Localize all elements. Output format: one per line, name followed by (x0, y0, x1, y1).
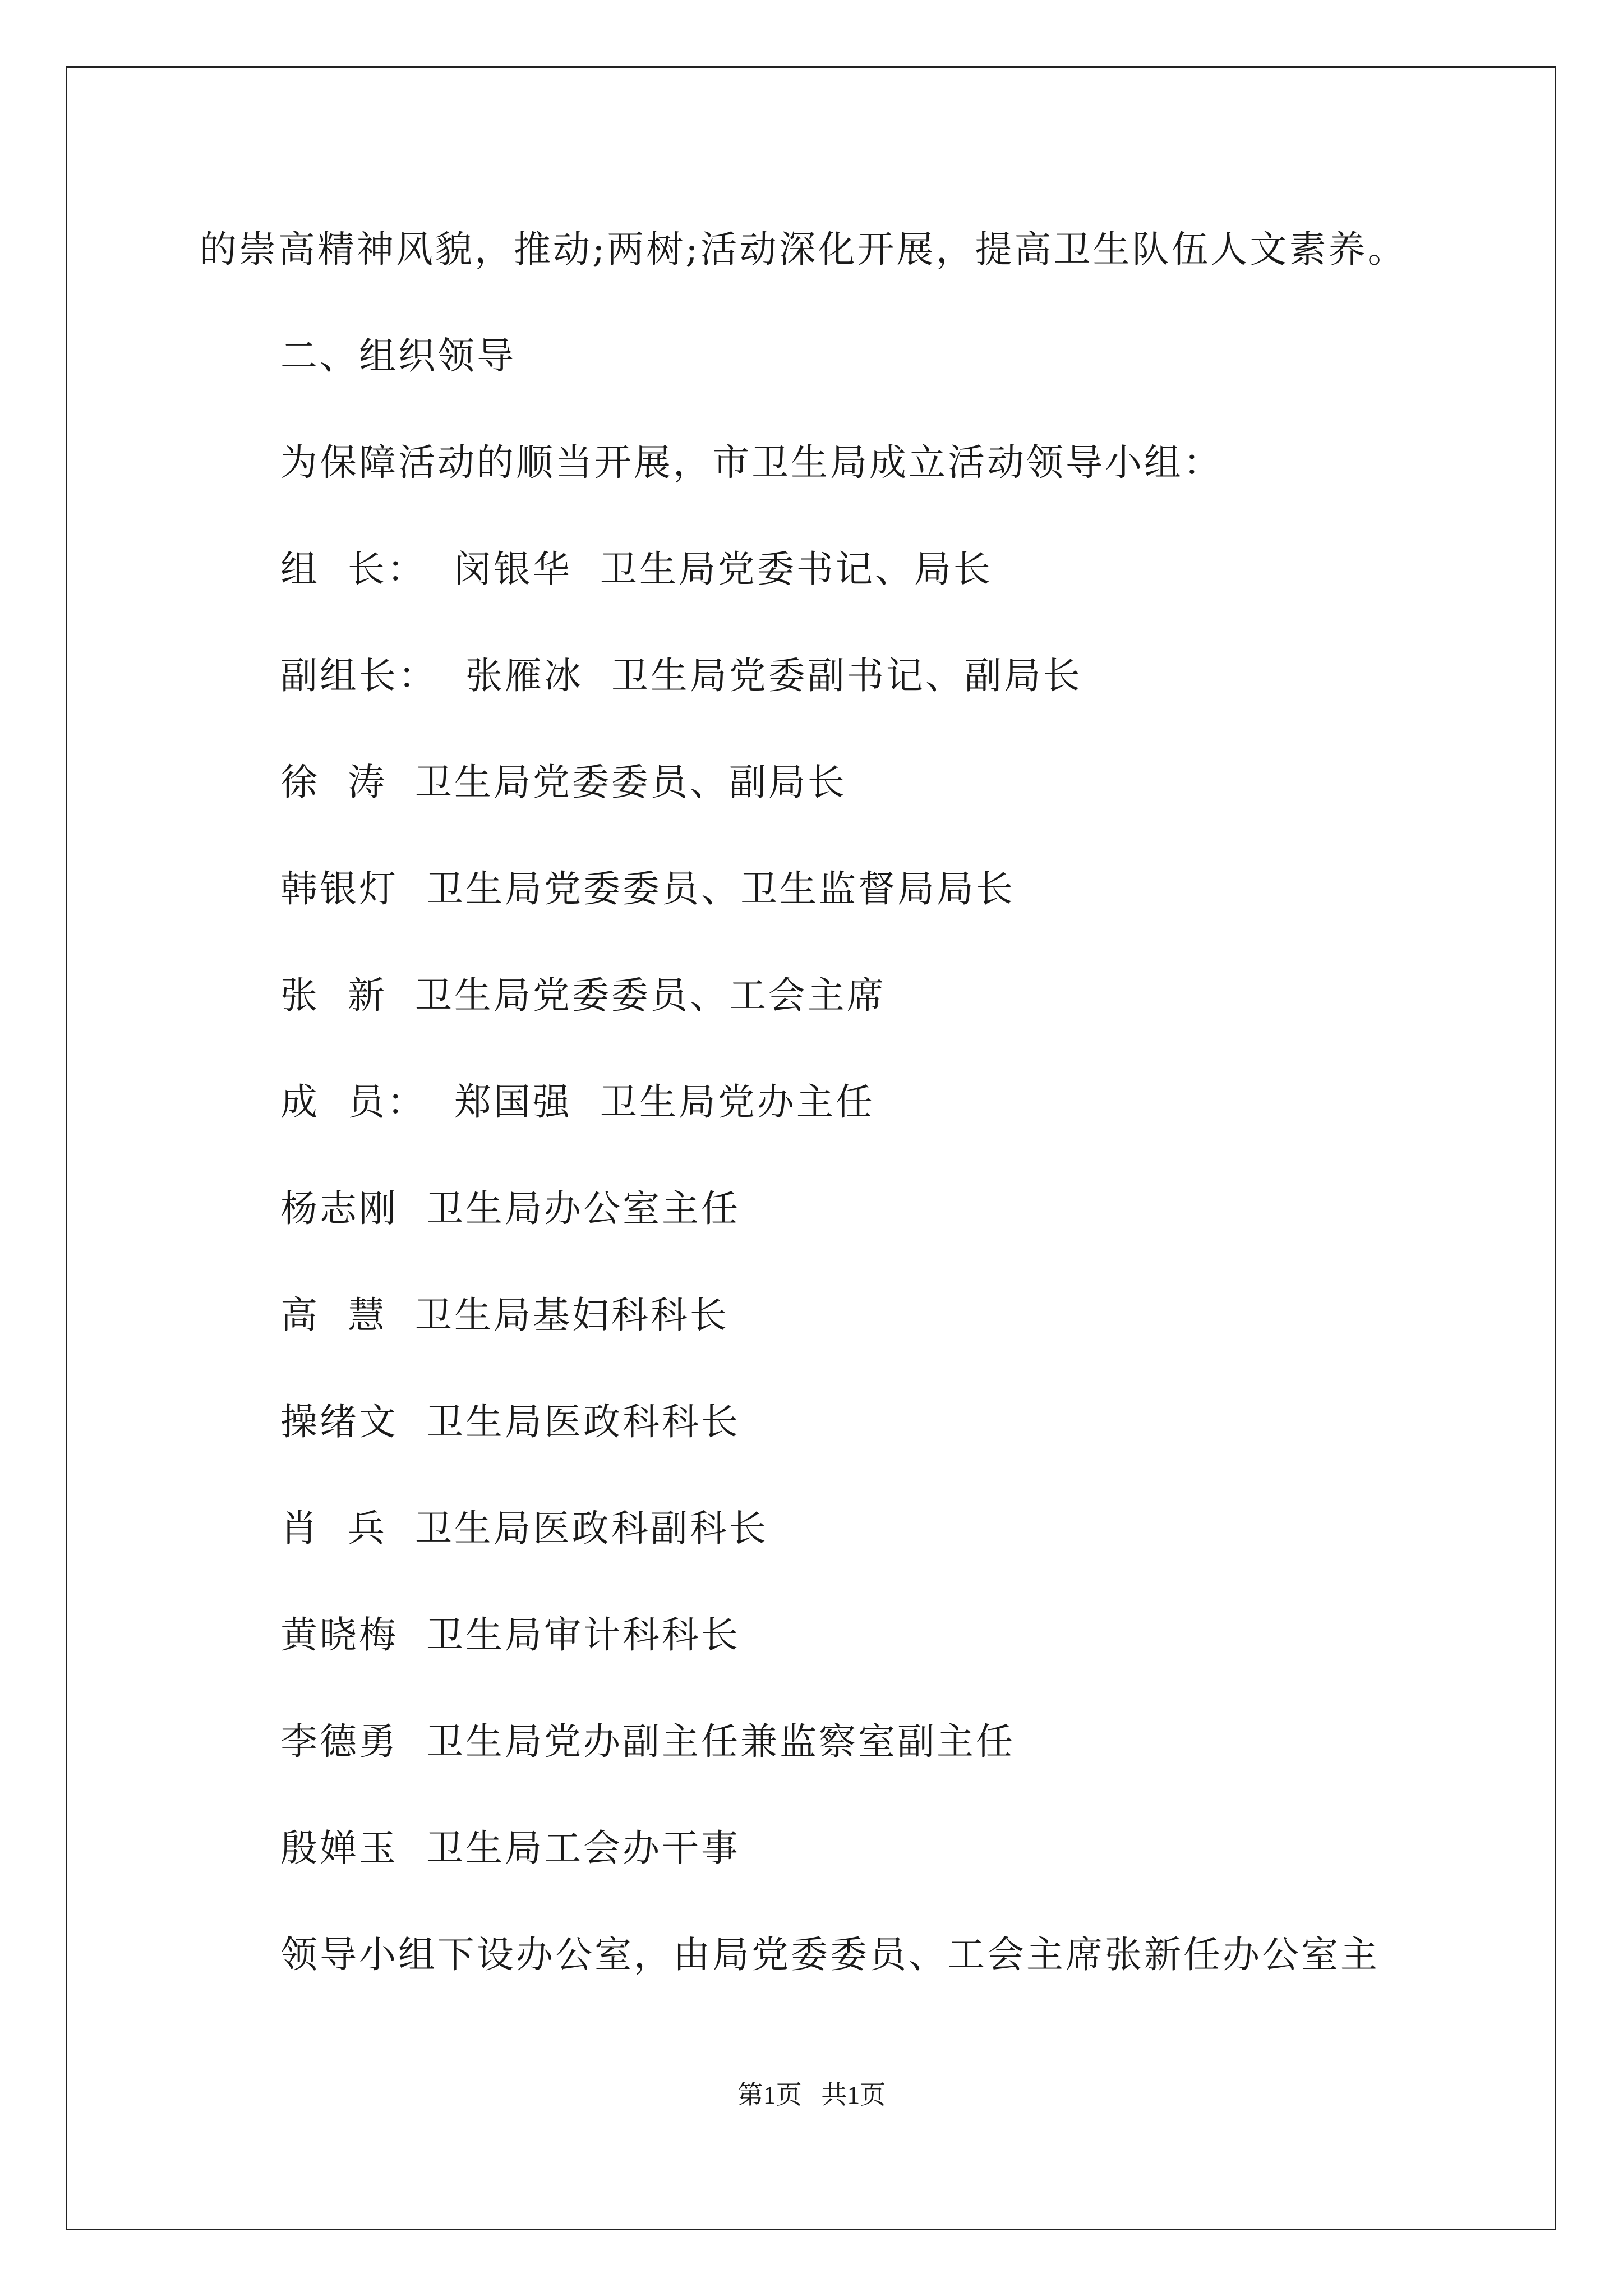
member-line: 高 慧 卫生局基妇科科长 (280, 1294, 729, 1337)
section-heading: 二、组织领导 (280, 334, 516, 378)
paragraph-line-continuation: 的崇高精神风貌，推动;两树;活动深化开展，提高卫生队伍人文素养。 (200, 228, 1407, 271)
page-number-footer: 第1页 共1页 (737, 2081, 886, 2109)
member-line: 杨志刚 卫生局办公室主任 (280, 1187, 740, 1230)
member-line: 操绪文 卫生局医政科科长 (280, 1400, 740, 1443)
member-line: 韩银灯 卫生局党委委员、卫生监督局局长 (280, 867, 1015, 910)
member-line: 黄晓梅 卫生局审计科科长 (280, 1613, 740, 1657)
member-line: 徐 涛 卫生局党委委员、副局长 (280, 761, 847, 804)
member-line: 张 新 卫生局党委委员、工会主席 (280, 974, 886, 1017)
member-line: 殷婵玉 卫生局工会办干事 (280, 1826, 740, 1870)
member-line-deputy-leader: 副组长： 张雁冰 卫生局党委副书记、副局长 (280, 654, 1082, 697)
member-line: 肖 兵 卫生局医政科副科长 (280, 1507, 768, 1550)
member-line-members: 成 员： 郑国强 卫生局党办主任 (280, 1080, 875, 1124)
page-border (66, 66, 1556, 2230)
paragraph-line-intro: 为保障活动的顺当开展，市卫生局成立活动领导小组： (280, 441, 1223, 484)
member-line: 李德勇 卫生局党办副主任兼监察室副主任 (280, 1720, 1015, 1763)
member-line-leader: 组 长： 闵银华 卫生局党委书记、局长 (280, 547, 993, 591)
paragraph-line-office: 领导小组下设办公室，由局党委委员、工会主席张新任办公室主 (280, 1933, 1380, 1976)
